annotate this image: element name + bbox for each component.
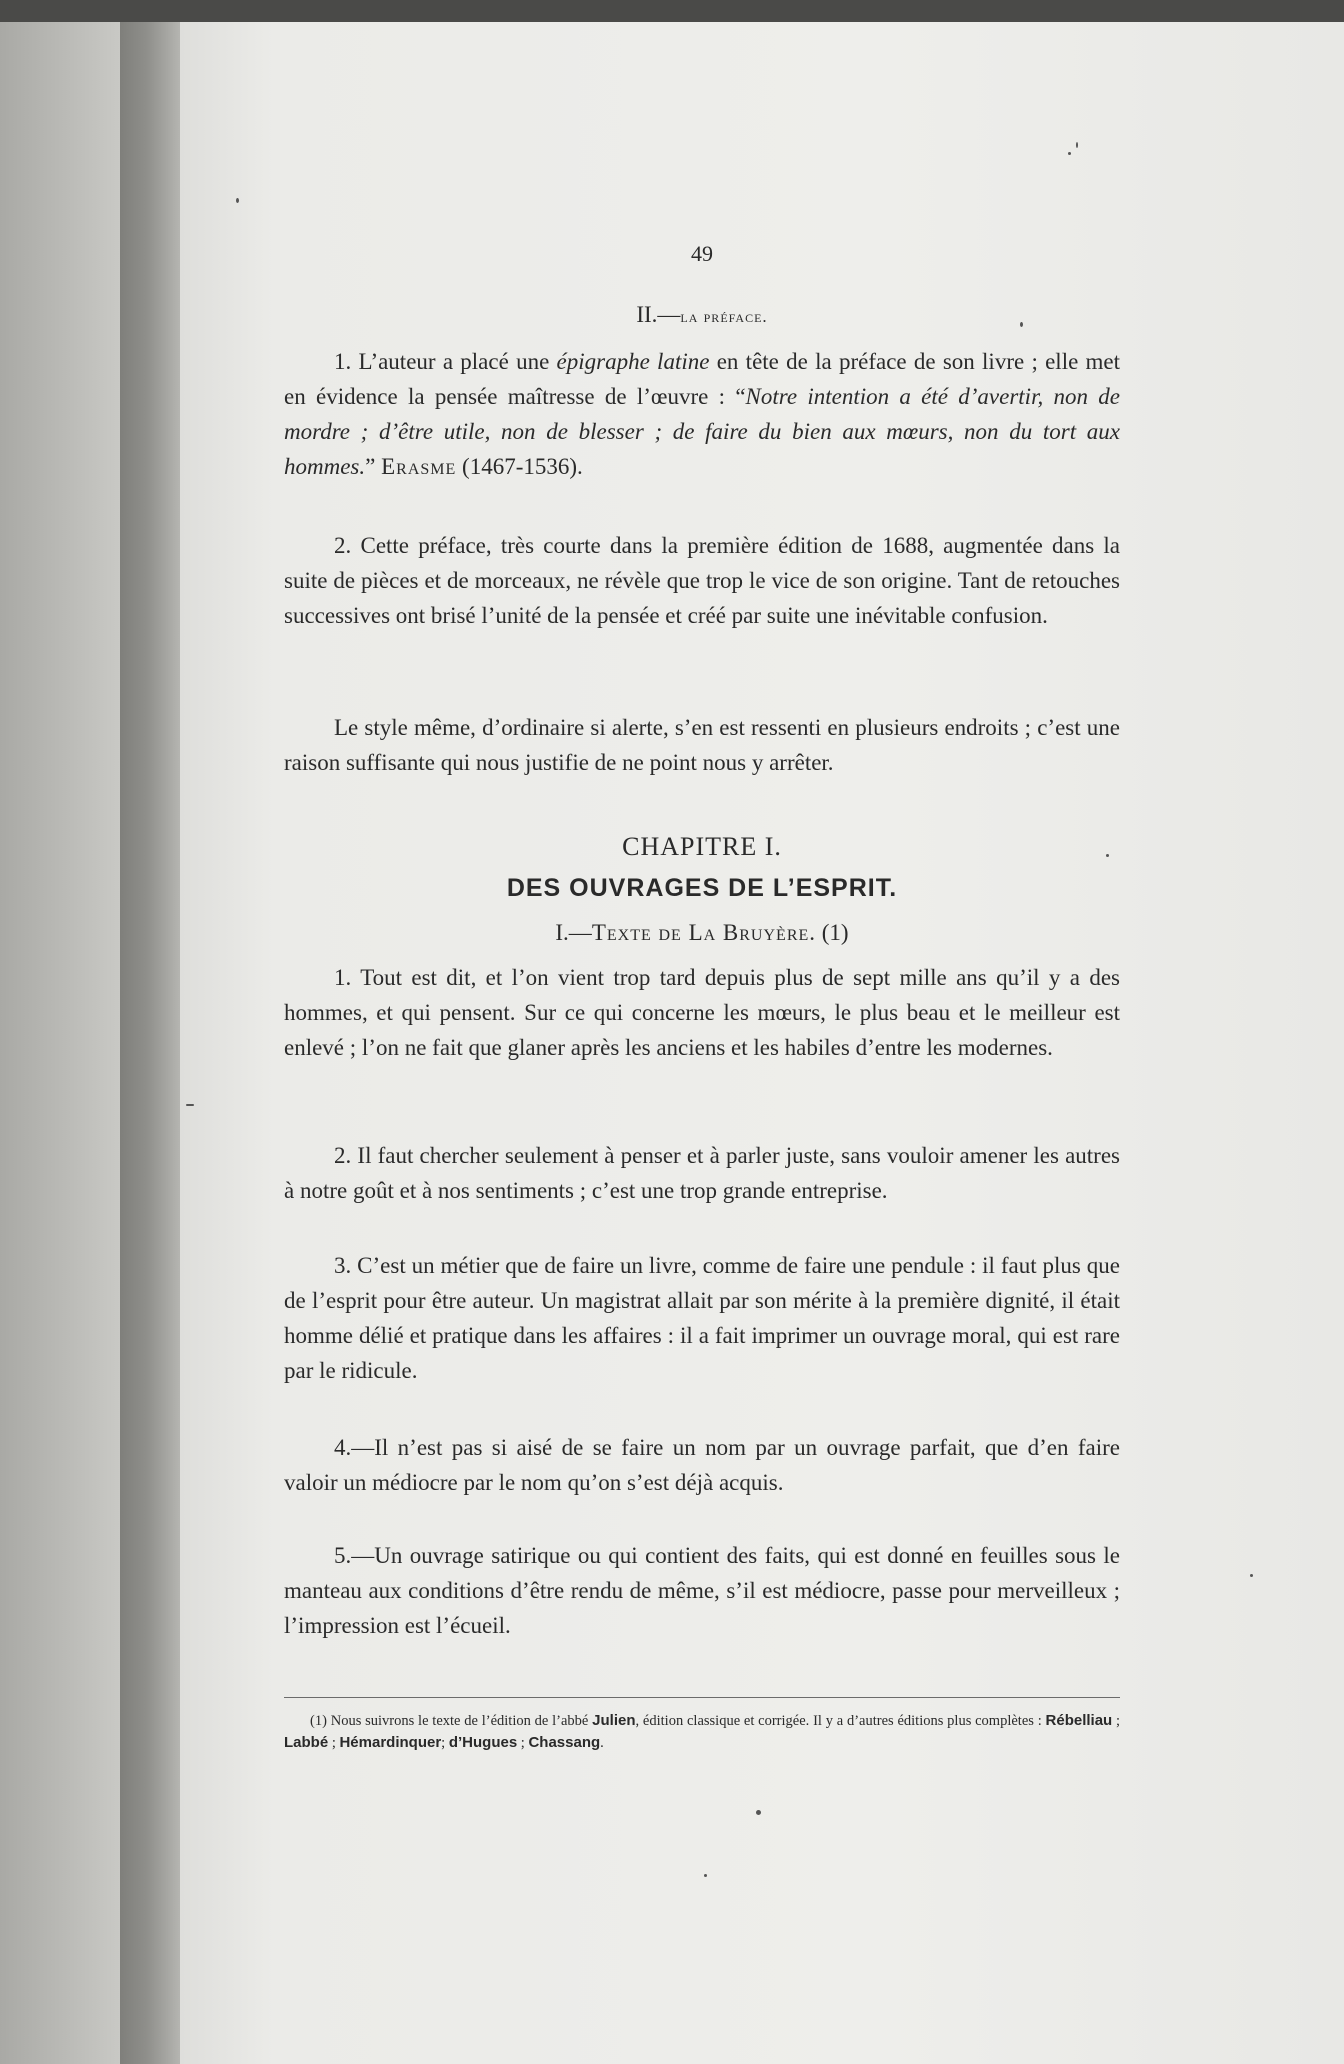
dust-speck [704,1874,707,1877]
footnote-marker: (1) [310,1713,327,1729]
section-heading-note-ref: (1) [821,920,849,945]
footnote-name: Hémardinquer [339,1734,442,1751]
footnote-name: Rébelliau [1045,1712,1113,1729]
epigraph-quote: Notre intention a été d’avertir, non de mordre ; d’être utile, non de blesser ; de faire du bien aux mœurs, non du tort aux hommes. [284,384,1120,479]
preface-heading-numeral: II.— [636,302,681,327]
preface-heading-title: la préface. [680,307,768,326]
preface-paragraph-3: Le style même, d’ordinaire si alerte, s’en est ressenti en plusieurs endroits ; c’est une raison suffisante qui nous justifie de ne point nous y arrêter. [284,715,1120,775]
dust-speck [1076,142,1078,148]
footnote-text-1: Nous suivrons le texte de l’édition de l’abbé [330,1713,589,1729]
scanner-top-band [0,0,1344,22]
footnote-rule [284,1697,1120,1698]
page-number: 49 [691,241,713,266]
footnote-text-2: , édition classique et corrigée. Il y a d’autres éditions plus complètes : [635,1713,1042,1729]
epigraph-dates: (1467-1536). [462,454,583,479]
preface-paragraph-2: 2. Cette préface, très courte dans la première édition de 1688, augmentée dans la suite de pièces et de morceaux, ne révèle que trop le vice de son origine. Tant de retouches successives ont brisé l’unité de la pensée et créé par suite une inévitable confusion. [284,533,1120,628]
book-spine-shadow [120,22,180,2064]
dust-speck [1250,1574,1253,1577]
footnote-name: Julien [592,1712,636,1729]
maxim-3: 3. C’est un métier que de faire un livre, comme de faire une pendule : il faut plus que de l’esprit pour être auteur. Un magistrat allait par son mérite à la première dignité, il était homme délié et pratique dans les affaires : il a fait imprimer un ouvrage moral, qui est rare par le ridicule. [284,1253,1120,1383]
footnote-end: . [600,1735,604,1751]
preface-heading [284,302,1120,328]
dust-speck [236,198,239,203]
dust-speck [186,1104,194,1106]
maxim-4: 4.—Il n’est pas si aisé de se faire un nom par un ouvrage parfait, que d’en faire valoir un médiocre par le nom qu’on s’est déjà acquis. [284,1435,1120,1495]
section-heading-text: Texte de La Bruyère. [591,920,817,945]
epigraph-author: Erasme [381,454,457,479]
preface-paragraph-1 [284,344,1120,484]
maxim-5: 5.—Un ouvrage satirique ou qui contient des faits, qui est donné en feuilles sous le manteau aux conditions d’être rendu de même, s’il est médiocre, passe pour merveilleux ; l’impression est l’écueil. [284,1543,1120,1638]
facing-page-edge [0,22,120,2064]
quote-close: ” [365,454,376,479]
footnote-name: Chassang [528,1734,601,1751]
maxim-2: 2. Il faut chercher seulement à penser et à parler juste, sans vouloir amener les autres à notre goût et à nos sentiments ; c’est une trop grande entreprise. [284,1143,1120,1203]
footnote-name: Labbé [284,1734,329,1751]
footnote-name: d’Hugues [448,1734,518,1751]
section-heading-prefix: I.— [555,920,592,945]
preface-p1-intro: 1. L’auteur a placé une [334,349,550,374]
epigraph-word: épigraphe latine [556,349,710,374]
chapter-title: CHAPITRE I. [622,832,782,861]
dust-speck [756,1810,761,1815]
chapter-subtitle: DES OUVRAGES DE L’ESPRIT. [506,874,898,902]
dust-speck [1068,152,1071,155]
section-heading [284,920,1120,946]
preface-p1-mid: en tête de la préface de son livre ; elle met en évidence la pensée maîtresse de l’œuvre : “ [284,349,1121,409]
maxim-1: 1. Tout est dit, et l’on vient trop tard depuis plus de sept mille ans qu’il y a des hommes, et qui pensent. Sur ce qui concerne les mœurs, le plus beau et le meilleur est enlevé ; l’on ne fait que glaner après les anciens et les habiles d’entre les modernes. [284,965,1120,1060]
footnote: (1) Nous suivrons le texte de l’édition de l’abbé Julien, édition classique et corrigée. Il y a d’autres éditions plus complètes : Rébelliau ; Labbé ; Hémardinquer; d’Hugues ; Chassang. [284,1712,1121,1751]
